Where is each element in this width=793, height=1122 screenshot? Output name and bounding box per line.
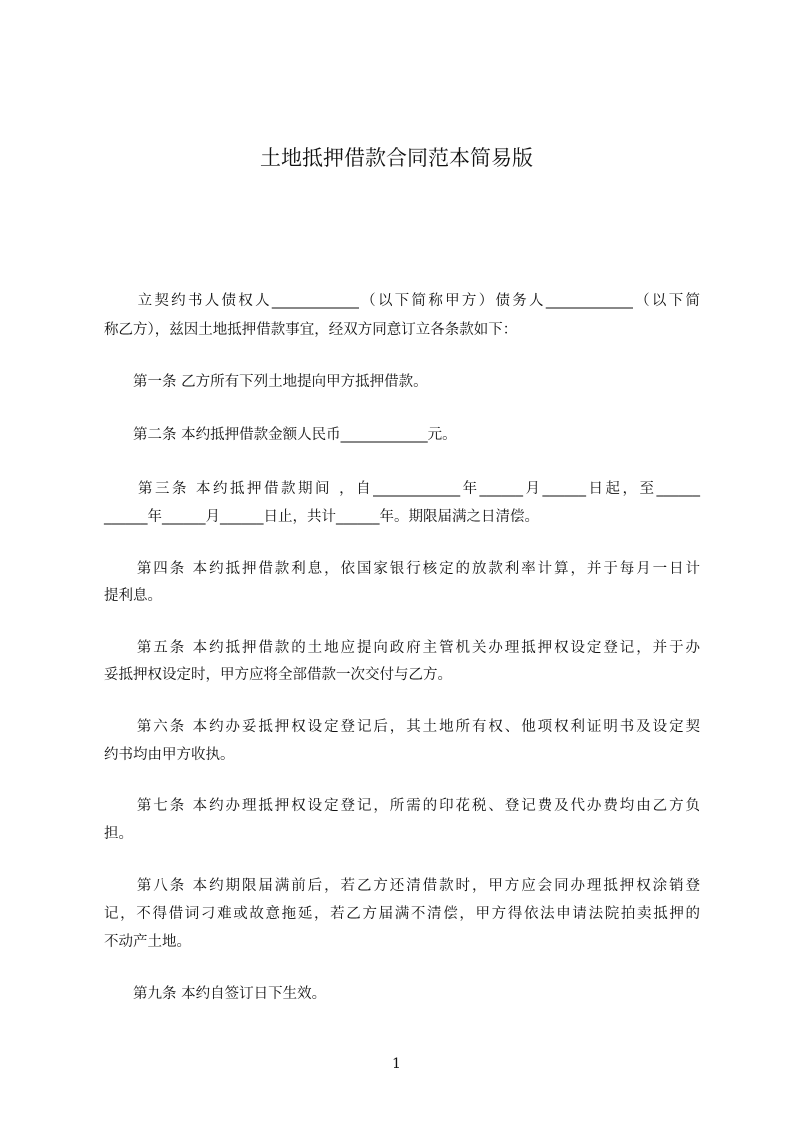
article-1-line: 第一条 乙方所有下列土地提向甲方抵押借款。 bbox=[104, 374, 428, 390]
page-number: 1 bbox=[392, 1056, 401, 1072]
paragraph-line: 称乙方），兹因土地抵押借款事宜，经双方同意订立各条款如下： bbox=[104, 322, 518, 338]
article-6-line: 第六条 本约办妥抵押权设定登记后，其土地所有权、他项权利证明书及设定契 bbox=[104, 719, 700, 735]
document-title: 土地抵押借款合同范本简易版 bbox=[260, 146, 533, 170]
article-5-line: 妥抵押权设定时，甲方应将全部借款一次交付与乙方。 bbox=[104, 667, 452, 683]
paragraph-line: 立契约书人债权人____________（以下简称甲方）债务人____________（以下简 bbox=[104, 293, 700, 309]
article-8-line: 第八条 本约期限届满前后，若乙方还清借款时，甲方应会同办理抵押权涂销登 bbox=[104, 878, 700, 894]
article-7-line: 担。 bbox=[104, 826, 133, 842]
article-9-line: 第九条 本约自签订日下生效。 bbox=[104, 986, 327, 1002]
article-6-line: 约书均由甲方收执。 bbox=[104, 747, 235, 763]
article-2-line: 第二条 本约抵押借款金额人民币____________元。 bbox=[104, 427, 457, 443]
article-5-line: 第五条 本约抵押借款的土地应提向政府主管机关办理抵押权设定登记，并于办 bbox=[104, 640, 700, 656]
article-3-line: ______年______月______日止，共计______年。期限届满之日清偿。 bbox=[104, 509, 539, 525]
article-4-line: 提利息。 bbox=[104, 588, 162, 604]
article-4-line: 第四条 本约抵押借款利息，依国家银行核定的放款利率计算，并于每月一日计 bbox=[104, 561, 700, 577]
article-7-line: 第七条 本约办理抵押权设定登记，所需的印花税、登记费及代办费均由乙方负 bbox=[104, 798, 700, 814]
article-8-line: 不动产土地。 bbox=[104, 934, 191, 950]
article-3-line: 第三条 本约抵押借款期间 ，自____________年______月______日起，至______ bbox=[104, 481, 700, 497]
article-8-line: 记，不得借词刁难或故意拖延，若乙方届满不清偿，甲方得依法申请法院拍卖抵押的 bbox=[104, 906, 700, 922]
